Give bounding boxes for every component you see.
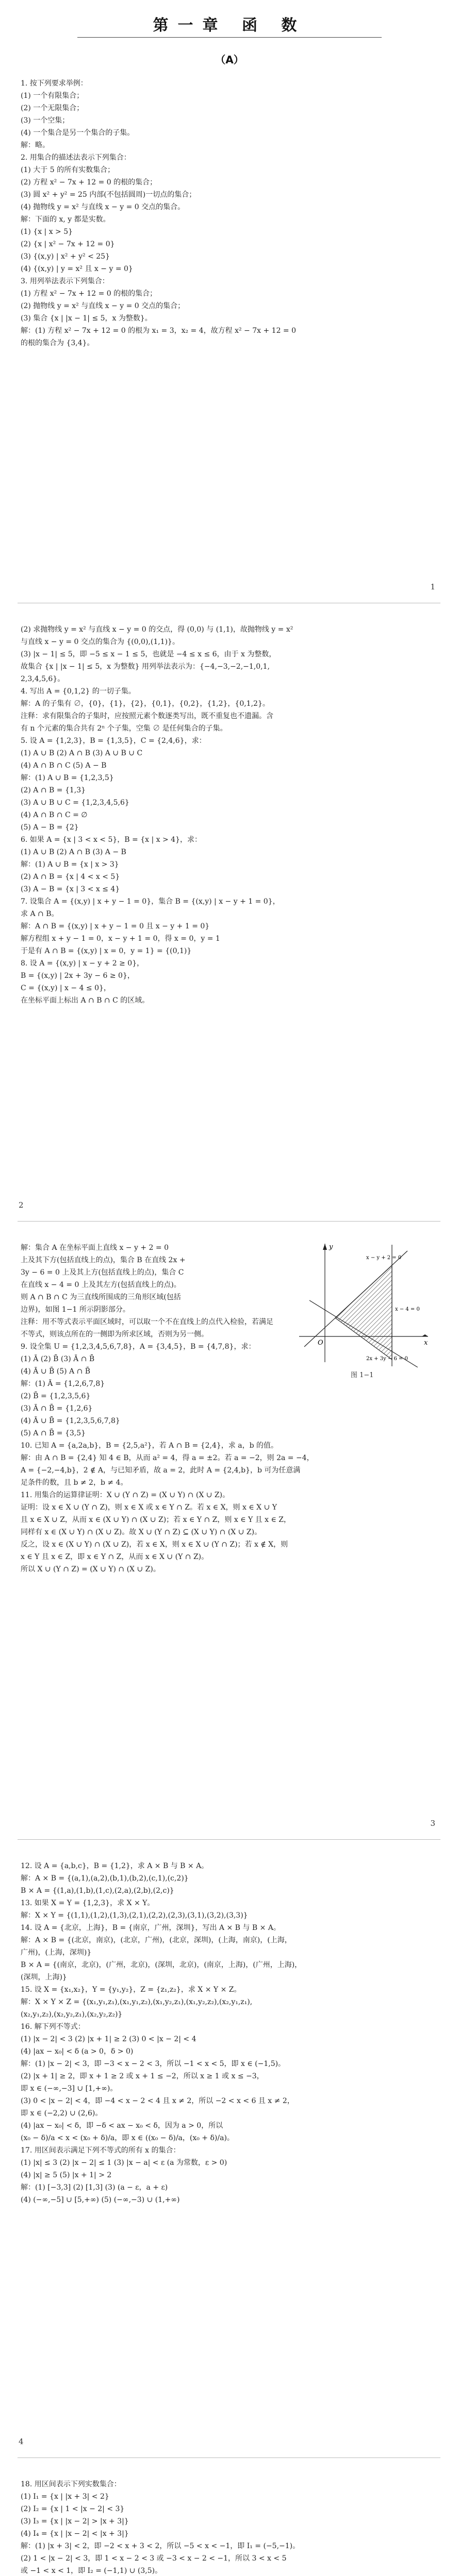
text-line: (2) {x | x² − 7x + 12 = 0} bbox=[21, 240, 115, 248]
text-line: 解：集合 A 在坐标平面上直线 x − y + 2 = 0 bbox=[21, 1244, 169, 1252]
text-line: 解：(1) [−3,3] (2) [1,3] (3) (a − ε，a + ε) bbox=[21, 2183, 168, 2192]
page-4-content bbox=[21, 1860, 438, 2206]
text-line: (3) 圆 x² + y² = 25 内部(不包括圆周)一切点的集合； bbox=[21, 191, 196, 199]
text-line: 5. 设 A = {1,2,3}，B = {1,3,5}，C = {2,4,6}，求： bbox=[21, 737, 206, 745]
text-line: (1) I₁ = {x | |x + 3| < 2} bbox=[21, 2493, 109, 2501]
figure-caption: 图 1−1 bbox=[351, 1371, 374, 1379]
text-line: 解：下面的 x, y 都是实数。 bbox=[21, 215, 110, 224]
text-line: (3) Ā ∩ B̄ = {1,2,6} bbox=[21, 1404, 93, 1413]
text-line: (3) 0 < |x − 2| < 4，即 −4 < x − 2 < 4 且 x ≠ 2，所以 −2 < x < 6 且 x ≠ 2， bbox=[21, 2097, 294, 2105]
text-line: (3) A ∪ B ∪ C = {1,2,3,4,5,6} bbox=[21, 799, 129, 807]
text-line: (4) |x| ≥ 5 (5) |x + 1| > 2 bbox=[21, 2171, 112, 2179]
text-line: (1) {x | x > 5} bbox=[21, 228, 73, 236]
page-divider bbox=[18, 1839, 440, 1840]
text-line: 解：(1) |x + 3| < 2，即 −2 < x + 3 < 2，所以 −5 < x < −1，即 I₁ = (−5,−1)。 bbox=[21, 2542, 300, 2550]
text-line: (3) I₃ = {x | |x − 2| > |x + 3|} bbox=[21, 2517, 129, 2526]
text-line: 解：(1) A ∪ B = {1,2,3,5} bbox=[21, 774, 114, 782]
text-line: B × A = {(南京，北京)，(广州，北京)，(深圳，北京)，(南京，上海)，(广州，上海)， bbox=[21, 1961, 302, 1969]
text-line: 即 x ∈ (−∞,−3] ∪ [1,+∞)。 bbox=[21, 2084, 118, 2093]
text-line: 12. 设 A = {a,b,c}，B = {1,2}，求 A × B 与 B × A。 bbox=[21, 1862, 209, 1870]
text-line: 反之，设 x ∈ (X ∪ Y) ∩ (X ∪ Z)，若 x ∈ X，则 x ∈ X ∪ (Y ∩ Z)；若 x ∉ X，则 bbox=[21, 1540, 288, 1549]
x-axis-label: x bbox=[424, 1339, 428, 1347]
text-line: (4) Ā ∪ B̄ (5) A ∩ B̄ bbox=[21, 1367, 91, 1376]
page-2 bbox=[0, 608, 459, 1226]
text-line: (1) 方程 x² − 7x + 12 = 0 的根的集合； bbox=[21, 290, 157, 298]
page-3 bbox=[0, 1226, 459, 1844]
text-line: (1) Ā (2) B̄ (3) Ā ∩ B̄ bbox=[21, 1355, 95, 1363]
text-line: (2) 1 < |x − 2| < 3，即 1 < x − 2 < 3 或 −3 < x − 2 < −1，所以 3 < x < 5 bbox=[21, 2554, 287, 2563]
text-line: (2) 抛物线 y = x² 与直线 x − y = 0 交点的集合； bbox=[21, 302, 185, 310]
text-line: 的根的集合为 {3,4}。 bbox=[21, 339, 94, 347]
text-line: 17. 用区间表示满足下列不等式的所有 x 的集合： bbox=[21, 2146, 181, 2155]
text-line: 3y − 6 = 0 上及其上方(包括直线上的点)，集合 C bbox=[21, 1268, 184, 1277]
page-5 bbox=[0, 2463, 459, 2576]
text-line: 同样有 x ∈ (X ∪ Y) ∩ (X ∪ Z)。故 X ∪ (Y ∩ Z) ⊆ (X ∪ Y) ∩ (X ∪ Z)。 bbox=[21, 1528, 262, 1536]
text-line: 在坐标平面上标出 A ∩ B ∩ C 的区域。 bbox=[21, 996, 150, 1005]
text-line: 足条件的数，且 b ≠ 2，b ≠ 4。 bbox=[21, 1479, 128, 1487]
text-line: B × A = {(1,a),(1,b),(1,c),(2,a),(2,b),(2,c)} bbox=[21, 1887, 174, 1895]
x-axis-arrow bbox=[422, 1334, 428, 1336]
text-line: (1) |x − 2| < 3 (2) |x + 1| ≥ 2 (3) 0 < |x − 2| < 4 bbox=[21, 2035, 196, 2043]
line-label: x − y + 2 = 0 bbox=[366, 1255, 402, 1261]
text-line: 不等式，则该点所在的一侧即为所求区域，否则为另一侧。 bbox=[21, 1330, 208, 1338]
text-line: A = {−2,−4,b}，2 ∉ A，与已知矛盾，故 a = 2，此时 A = {2,4,b}，b 可为任意满 bbox=[21, 1466, 301, 1475]
text-line: 解：X × Y × Z = {(x₁,y₁,z₁),(x₁,y₁,z₂),(x₁,y₂,z₁),(x₁,y₂,z₂),(x₂,y₁,z₁), bbox=[21, 1998, 253, 2006]
page-5-content bbox=[21, 2478, 438, 2576]
page-2-content bbox=[21, 623, 438, 1007]
text-line: 广州)，(上海，深圳)} bbox=[21, 1948, 92, 1957]
text-line: 解：A × B = {(北京，南京)，(北京，广州)，(北京，深圳)，(上海，南京)，(上海， bbox=[21, 1936, 292, 1944]
page-1 bbox=[0, 0, 459, 608]
text-line: (5) A − B = {2} bbox=[21, 823, 79, 832]
page-number: 1 bbox=[430, 582, 435, 591]
text-line: 2,3,4,5,6}。 bbox=[21, 675, 65, 683]
text-line: (4) I₄ = {x | |x − 2| < |x + 3|} bbox=[21, 2530, 129, 2538]
figure-plot bbox=[289, 1239, 433, 1367]
text-line: (3) 集合 {x | |x − 1| ≤ 5，x 为整数}。 bbox=[21, 314, 152, 323]
line-label: 2x + 3y − 6 = 0 bbox=[366, 1356, 408, 1362]
text-line: 且 x ∈ X ∪ Z，从而 x ∈ (X ∪ Y) ∩ (X ∪ Z)；若 x ∈ Y ∩ Z，则 x ∈ Y 且 x ∈ Z， bbox=[21, 1516, 291, 1524]
text-line: 所以 X ∪ (Y ∩ Z) = (X ∪ Y) ∩ (X ∪ Z)。 bbox=[21, 1565, 160, 1573]
text-line: (2) 方程 x² − 7x + 12 = 0 的根的集合； bbox=[21, 178, 157, 187]
page-4 bbox=[0, 1844, 459, 2463]
text-line: C = {(x,y) | x − 4 ≤ 0}， bbox=[21, 984, 111, 992]
y-axis-arrow bbox=[323, 1244, 327, 1250]
text-line: (4) (−∞,−5] ∪ [5,+∞) (5) (−∞,−3) ∪ (1,+∞) bbox=[21, 2196, 180, 2204]
text-line: 解：A ∩ B = {(x,y) | x + y − 1 = 0 且 x − y + 1 = 0} bbox=[21, 922, 210, 930]
text-line: 在直线 x − 4 = 0 上及其左方(包括直线上的点)。 bbox=[21, 1281, 181, 1289]
text-line: 13. 如果 X = Y = {1,2,3}，求 X × Y。 bbox=[21, 1899, 155, 1907]
text-line: 故集合 {x | |x − 1| ≤ 5，x 为整数} 用列举法表示为：{−4,−3,−2,−1,0,1, bbox=[21, 663, 270, 671]
text-line: (3) |x − 1| ≤ 5，即 −5 ≤ x − 1 ≤ 5，也就是 −4 ≤ x ≤ 6，由于 x 为整数， bbox=[21, 650, 276, 658]
text-line: (4) 抛物线 y = x² 与直线 x − y = 0 交点的集合。 bbox=[21, 203, 185, 211]
text-line: (1) 大于 5 的所有实数集合； bbox=[21, 166, 115, 174]
text-line: (5) A ∩ B̄ = {3,5} bbox=[21, 1429, 86, 1437]
text-line: 或 −1 < x < 1，即 I₂ = (−1,1) ∪ (3,5)。 bbox=[21, 2567, 162, 2575]
text-line: 11. 用集合的运算律证明：X ∪ (Y ∩ Z) = (X ∪ Y) ∩ (X ∪ Z)。 bbox=[21, 1491, 230, 1499]
text-line: 3. 用列举法表示下列集合： bbox=[21, 277, 109, 285]
page-divider bbox=[18, 1221, 440, 1222]
page-1-content bbox=[21, 77, 438, 349]
shaded-region bbox=[335, 1265, 392, 1360]
text-line: 2. 用集合的描述法表示下列集合： bbox=[21, 154, 131, 162]
page-number: 2 bbox=[19, 1200, 24, 1210]
text-line: (4) {(x,y) | y = x² 且 x − y = 0} bbox=[21, 265, 133, 273]
text-line: 解：A 的子集有 ∅，{0}，{1}，{2}，{0,1}，{0,2}，{1,2}，{0,1,2}。 bbox=[21, 700, 270, 708]
y-axis-label: y bbox=[329, 1243, 333, 1251]
text-line: (1) A ∪ B (2) A ∩ B (3) A − B bbox=[21, 848, 126, 856]
text-line: 边界)，如图 1−1 所示阴影部分。 bbox=[21, 1306, 130, 1314]
text-line: 注释：求有限集合的子集时，应按照元素个数逐类写出，既不重复也不遗漏。含 bbox=[21, 712, 273, 720]
origin-label: O bbox=[318, 1339, 323, 1347]
text-line: (2) 一个无限集合； bbox=[21, 104, 84, 112]
text-line: B = {(x,y) | 2x + 3y − 6 ≥ 0}， bbox=[21, 972, 135, 980]
text-line: 6. 如果 A = {x | 3 < x < 5}，B = {x | x > 4}，求： bbox=[21, 836, 202, 844]
text-line: 4. 写出 A = {0,1,2} 的一切子集。 bbox=[21, 687, 136, 696]
text-line: 9. 设全集 U = {1,2,3,4,5,6,7,8}，A = {3,4,5}，B = {4,7,8}，求： bbox=[21, 1343, 256, 1351]
chapter-title: 第一章 函 数 bbox=[0, 12, 459, 35]
text-line: 解：(1) A ∪ B = {x | x > 3} bbox=[21, 860, 119, 869]
text-line: 15. 设 X = {x₁,x₂}，Y = {y₁,y₂}，Z = {z₁,z₂}，求 X × Y × Z。 bbox=[21, 1986, 241, 1994]
text-line: 1. 按下列要求举例： bbox=[21, 79, 88, 88]
text-line: (3) A − B = {x | 3 < x ≤ 4} bbox=[21, 885, 120, 893]
text-line: 注释：用不等式表示平面区域时，可以取一个不在直线上的点代入检验，若满足 bbox=[21, 1318, 273, 1326]
text-line: (2) A ∩ B = {1,3} bbox=[21, 786, 86, 794]
text-line: (2) 求抛物线 y = x² 与直线 x − y = 0 的交点，得 (0,0) 与 (1,1)，故抛物线 y = x² bbox=[21, 625, 293, 634]
text-line: (2) A ∩ B = {x | 4 < x < 5} bbox=[21, 873, 120, 881]
text-line: 18. 用区间表示下列实数集合： bbox=[21, 2480, 121, 2488]
text-line: (1) 一个有限集合； bbox=[21, 92, 84, 100]
text-line: (4) |ax − x₀| < δ，即 −δ < ax − x₀ < δ，因为 a > 0，所以 bbox=[21, 2122, 223, 2130]
text-line: (4) Ā ∪ B̄ = {1,2,3,5,6,7,8} bbox=[21, 1417, 120, 1425]
text-line: (3) {(x,y) | x² + y² < 25} bbox=[21, 252, 110, 261]
text-line: (4) 一个集合是另一个集合的子集。 bbox=[21, 129, 135, 137]
page-number: 3 bbox=[430, 1819, 435, 1828]
text-line: 解：略。 bbox=[21, 141, 50, 149]
text-line: 与直线 x − y = 0 交点的集合为 {(0,0),(1,1)}。 bbox=[21, 638, 179, 646]
text-line: (4) |ax − x₀| < δ (a > 0，δ > 0) bbox=[21, 2047, 134, 2056]
figure-region-abc bbox=[289, 1239, 433, 1367]
text-line: 解：(1) 方程 x² − 7x + 12 = 0 的根为 x₁ = 3，x₂ = 4，故方程 x² − 7x + 12 = 0 bbox=[21, 327, 297, 335]
text-line: (1) |x| ≤ 3 (2) |x − 2| ≤ 1 (3) |x − a| < ε (a 为常数，ε > 0) bbox=[21, 2159, 227, 2167]
text-line: 16. 解下列不等式： bbox=[21, 2023, 85, 2031]
text-line: x ∈ Y 且 x ∈ Z，即 x ∈ Y ∩ Z，从而 x ∈ X ∪ (Y ∩ Z)。 bbox=[21, 1553, 209, 1561]
text-line: 解：(1) Ā = {1,2,6,7,8} bbox=[21, 1380, 105, 1388]
text-line: (1) A ∪ B (2) A ∩ B (3) A ∪ B ∪ C bbox=[21, 749, 143, 757]
text-line: 14. 设 A = {北京，上海}，B = {南京，广州，深圳}，写出 A × B 与 B × A。 bbox=[21, 1924, 281, 1932]
text-line: (2) |x + 1| ≥ 2，即 x + 1 ≥ 2 或 x + 1 ≤ −2，所以 x ≥ 1 或 x ≤ −3， bbox=[21, 2072, 264, 2080]
text-line: (x₂,y₁,z₂),(x₂,y₂,z₁),(x₂,y₂,z₂)} bbox=[21, 2010, 123, 2019]
text-line: 上及其下方(包括直线上的点)，集合 B 在直线 2x + bbox=[21, 1256, 186, 1264]
text-line: (4) A ∩ B ∩ C = ∅ bbox=[21, 811, 88, 819]
text-line: 即 x ∈ (−2,2) ∪ (2,6)。 bbox=[21, 2109, 103, 2117]
text-line: (2) I₂ = {x | 1 < |x − 2| < 3} bbox=[21, 2505, 125, 2513]
page-number: 4 bbox=[19, 2437, 24, 2446]
text-line: (2) B̄ = {1,2,3,5,6} bbox=[21, 1392, 91, 1400]
text-line: (x₀ − δ)/a < x < (x₀ + δ)/a，即 x ∈ ((x₀ − δ)/a，(x₀ + δ)/a)。 bbox=[21, 2134, 234, 2142]
text-line: 7. 设集合 A = {(x,y) | x + y − 1 = 0}，集合 B = {(x,y) | x − y + 1 = 0}， bbox=[21, 897, 280, 906]
text-line: 解：X × Y = {(1,1),(1,2),(1,3),(2,1),(2,2),(2,3),(3,1),(3,2),(3,3)} bbox=[21, 1911, 248, 1920]
text-line: (3) 一个空集； bbox=[21, 116, 70, 125]
text-line: 则 A ∩ B ∩ C 为三直线所围成的三角形区域(包括 bbox=[21, 1293, 181, 1301]
text-line: 解：(1) |x − 2| < 3，即 −3 < x − 2 < 3，所以 −1 < x < 5，即 x ∈ (−1,5)。 bbox=[21, 2060, 286, 2068]
text-line: 解：A × B = {(a,1),(a,2),(b,1),(b,2),(c,1),(c,2)} bbox=[21, 1874, 189, 1883]
text-line: 于是有 A ∩ B = {(x,y) | x = 0，y = 1} = {(0,1)} bbox=[21, 947, 192, 955]
text-line: 10. 已知 A = {a,2a,b}，B = {2,5,a²}，若 A ∩ B = {2,4}，求 a，b 的值。 bbox=[21, 1442, 278, 1450]
line-label: x − 4 = 0 bbox=[395, 1307, 420, 1312]
text-line: (4) A ∩ B ∩ C (5) A − B bbox=[21, 761, 107, 770]
text-line: 8. 设 A = {(x,y) | x − y + 2 ≥ 0}， bbox=[21, 959, 144, 968]
section-label: （A） bbox=[215, 54, 244, 66]
text-line: 有 n 个元素的集合共有 2ⁿ 个子集，空集 ∅ 是任何集合的子集。 bbox=[21, 724, 227, 733]
text-line: (深圳，上海)} bbox=[21, 1973, 67, 1981]
text-line: 解：由 A ∩ B = {2,4} 知 4 ∈ B，从而 a² = 4，得 a = ±2。若 a = −2，则 2a = −4， bbox=[21, 1454, 314, 1462]
text-line: 证明：设 x ∈ X ∪ (Y ∩ Z)，则 x ∈ X 或 x ∈ Y ∩ Z。若 x ∈ X，则 x ∈ X ∪ Y bbox=[21, 1503, 277, 1512]
text-line: 求 A ∩ B。 bbox=[21, 910, 59, 918]
text-line: 解方程组 x + y − 1 = 0，x − y + 1 = 0，得 x = 0，y = 1 bbox=[21, 935, 220, 943]
